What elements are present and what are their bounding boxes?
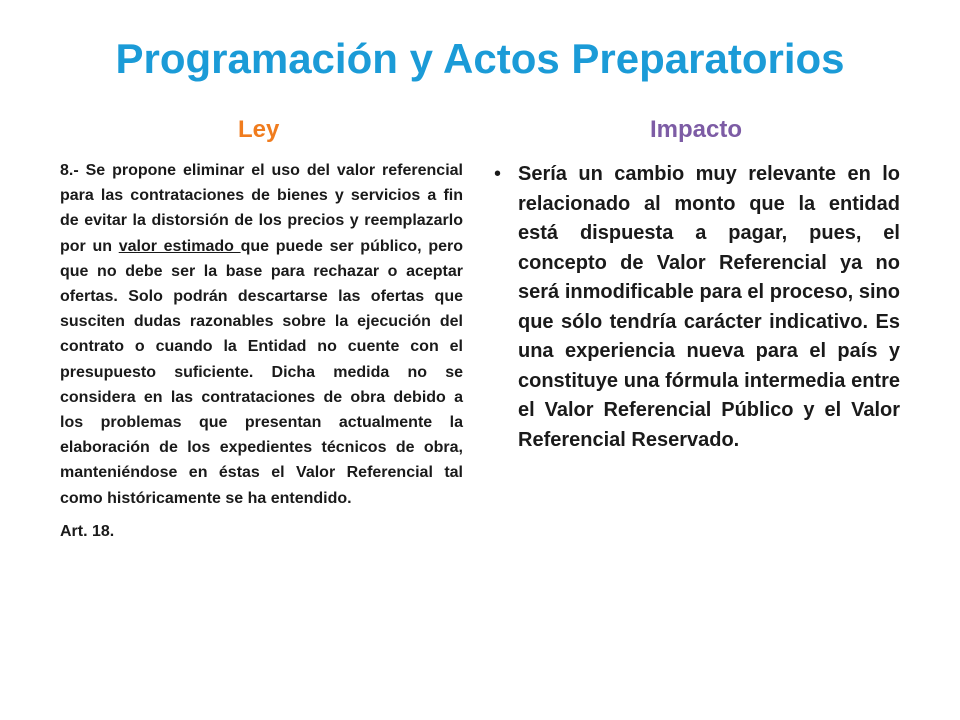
ley-body-paragraph bbox=[60, 158, 463, 511]
ley-body-text-end: que puede ser público, pero que no debe ser la base para rechazar o aceptar ofertas. Solo podrán descartarse las ofertas que susciten dudas razonables sobre la ejecución del contrato o cuando la Entidad no cuente con el presupuesto suficiente. Dicha medida no se considera en las contrataciones de obra debido a los problemas que presentan actualmente la elaboración de los expedientes técnicos de obra, manteniéndose en éstas el Valor Referencial tal como históricamente se ha entendido. bbox=[60, 237, 463, 507]
impacto-column bbox=[494, 160, 900, 455]
bullet-icon: • bbox=[494, 163, 502, 185]
ley-body-text-start: 8.- Se propone eliminar el uso del valor referencial para las contrataciones de bienes y servicios a fin de evitar la distorsión de los precios y reemplazarlo por un bbox=[60, 162, 463, 255]
ley-body-underlined-term: valor estimado bbox=[118, 237, 241, 255]
slide-title: Programación y Actos Preparatorios bbox=[115, 35, 845, 82]
ley-heading: Ley bbox=[238, 116, 280, 143]
impacto-bullet-item bbox=[494, 160, 900, 455]
impacto-heading: Impacto bbox=[650, 116, 743, 143]
ley-column bbox=[60, 158, 463, 544]
impacto-bullet-text: Sería un cambio muy relevante en lo relacionado al monto que la entidad está dispuesta a pagar, pues, el concepto de Valor Referencial ya no será inmodificable para el proceso, sino que sólo tendría carácter indicativo. Es una experiencia nueva para el país y constituye una fórmula intermedia entre el Valor Referencial Público y el Valor Referencial Reservado. bbox=[518, 163, 900, 451]
article-reference: Art. 18. bbox=[60, 522, 115, 540]
